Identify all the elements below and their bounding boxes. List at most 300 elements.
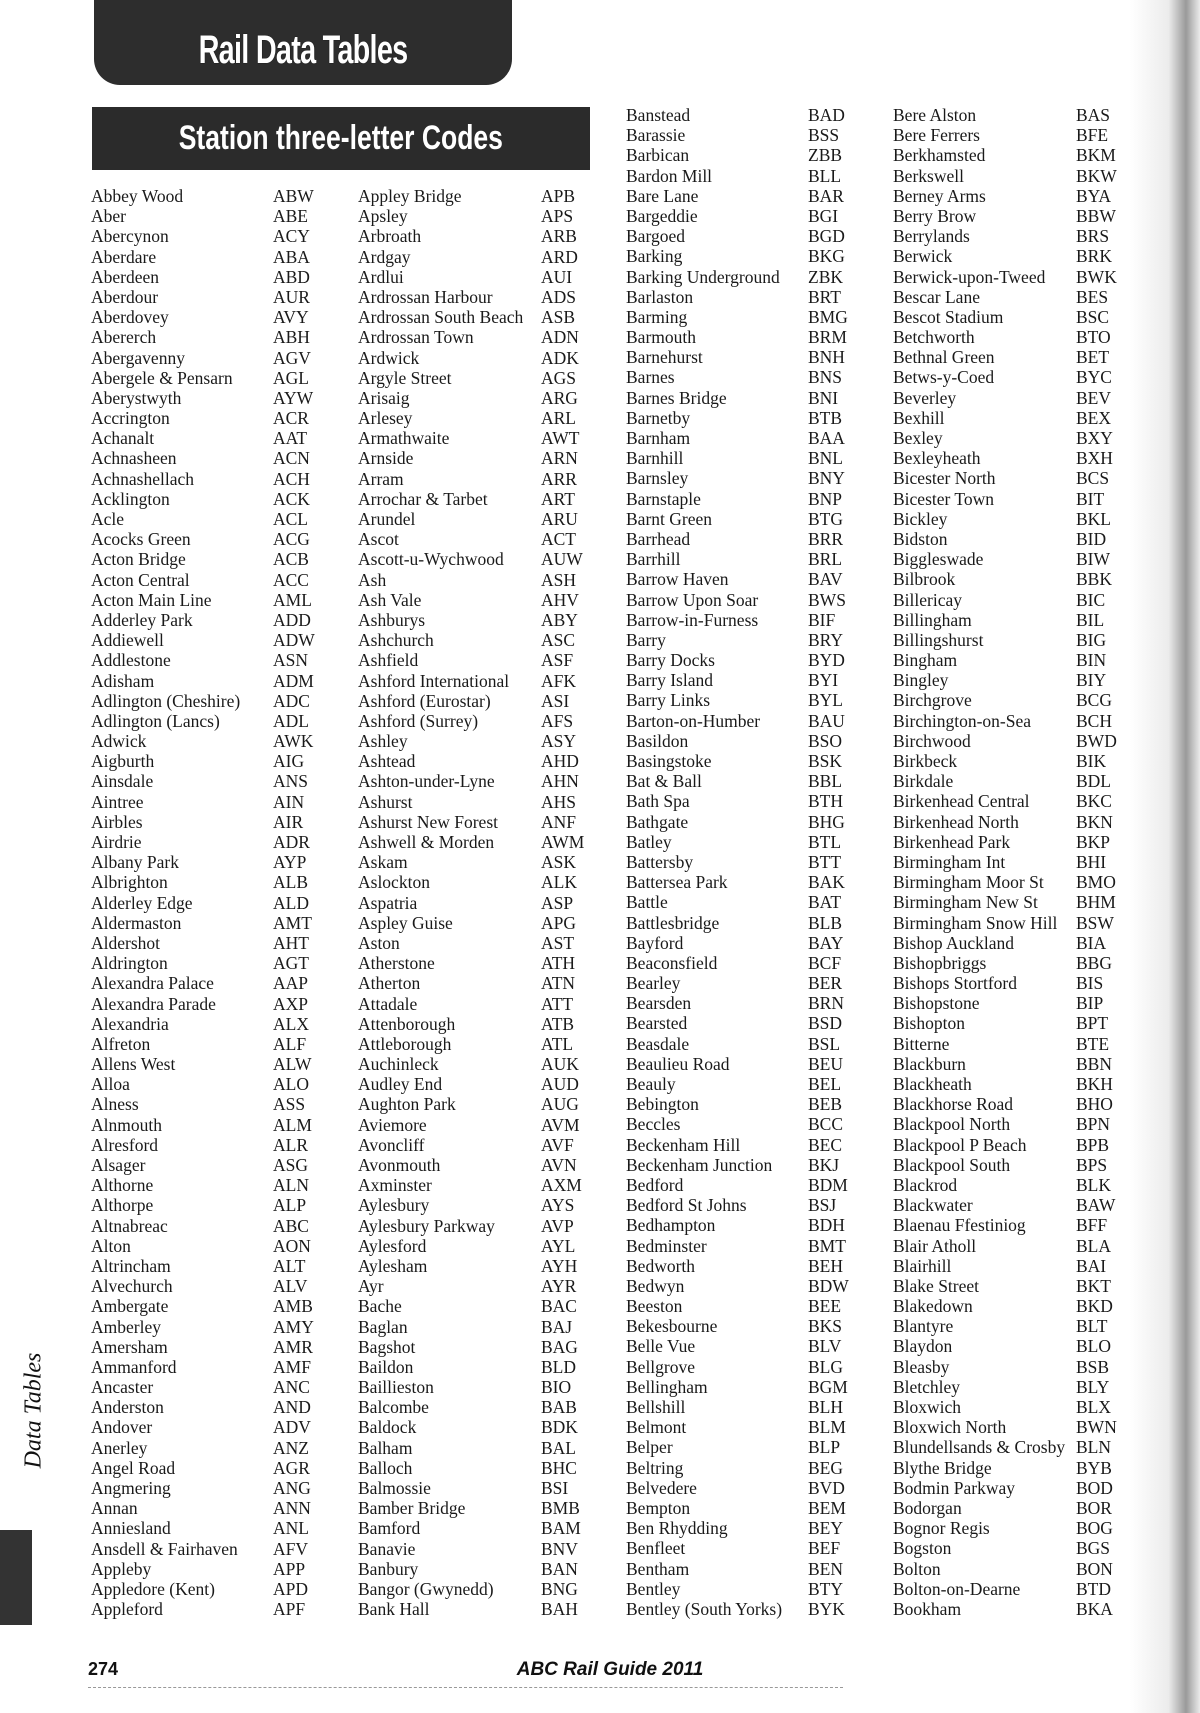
station-name: Alsager — [91, 1155, 146, 1175]
station-row — [91, 691, 331, 711]
station-row — [91, 1539, 331, 1559]
station-name: Barming — [626, 306, 688, 327]
station-name: Bellgrove — [626, 1356, 696, 1377]
station-code: BIP — [1076, 993, 1104, 1014]
station-code: ANN — [273, 1498, 311, 1519]
station-name: Bingham — [893, 650, 958, 671]
station-name: Barrow Upon Soar — [626, 589, 759, 610]
station-row — [91, 1236, 331, 1256]
station-code: BTB — [808, 407, 843, 428]
station-row — [358, 388, 598, 408]
station-code: ACT — [541, 529, 576, 550]
station-code: ABE — [273, 206, 308, 227]
station-name: Atherstone — [358, 953, 435, 974]
station-row — [626, 630, 866, 650]
station-code: ARL — [541, 408, 576, 429]
station-code: BLB — [808, 912, 843, 933]
station-row — [91, 1296, 331, 1316]
station-row — [91, 1357, 331, 1377]
station-code: BRK — [1076, 246, 1112, 267]
station-name: Barton-on-Humber — [626, 710, 761, 731]
station-name: Bishop Auckland — [893, 932, 1015, 953]
station-name: Birchwood — [893, 730, 971, 751]
station-name: Adderley Park — [91, 609, 193, 630]
station-code: BLV — [808, 1336, 842, 1357]
station-name: Abercynon — [91, 226, 169, 247]
station-row — [91, 247, 331, 267]
station-name: Appleby — [91, 1558, 152, 1579]
station-row — [626, 1236, 866, 1256]
station-row — [358, 1014, 598, 1034]
station-name: Alderley Edge — [91, 892, 193, 913]
station-row — [91, 832, 331, 852]
station-name: Berrylands — [893, 226, 970, 247]
station-name: Addlestone — [91, 650, 171, 671]
station-row — [626, 711, 866, 731]
station-code: ACR — [273, 408, 309, 429]
station-name: Blaenau Ffestiniog — [893, 1215, 1026, 1236]
station-name: Blackheath — [893, 1074, 972, 1094]
station-code: ACK — [273, 488, 310, 509]
station-row — [893, 489, 1133, 509]
station-row — [893, 1236, 1133, 1256]
station-code: BEM — [808, 1497, 846, 1518]
station-code: ALB — [273, 872, 308, 893]
station-name: Banavie — [358, 1538, 416, 1559]
station-name: Bank Hall — [358, 1599, 430, 1620]
station-name: Ardrossan Town — [358, 327, 474, 348]
station-row — [893, 1013, 1133, 1033]
station-code: ABD — [273, 266, 310, 287]
station-code: AUK — [541, 1054, 579, 1075]
station-code: BES — [1076, 286, 1109, 307]
station-name: Barnehurst — [626, 347, 703, 368]
station-name: Audley End — [358, 1074, 443, 1095]
station-code: BIA — [1076, 932, 1107, 953]
station-row — [358, 1458, 598, 1478]
station-row — [626, 468, 866, 488]
station-name: Bamford — [358, 1518, 421, 1539]
station-code: BWS — [808, 589, 846, 610]
station-code: BYB — [1076, 1457, 1112, 1478]
station-name: Achnasheen — [91, 448, 177, 469]
station-code: BLA — [1076, 1235, 1111, 1256]
station-name: Avoncliff — [358, 1134, 425, 1155]
station-name: Blantyre — [893, 1316, 954, 1337]
station-code: BKD — [1076, 1296, 1113, 1317]
station-row — [91, 509, 331, 529]
station-code: BIL — [1076, 609, 1105, 630]
station-name: Ardgay — [358, 246, 411, 267]
station-code: BEN — [808, 1558, 843, 1579]
station-code: BRT — [808, 286, 841, 307]
station-row — [91, 1054, 331, 1074]
station-name: Belmont — [626, 1417, 687, 1438]
station-name: Belvedere — [626, 1477, 697, 1498]
station-name: Birmingham New St — [893, 892, 1038, 913]
station-name: Banbury — [358, 1558, 419, 1579]
station-row — [626, 1599, 866, 1619]
station-code: AIR — [273, 811, 304, 832]
station-row — [91, 953, 331, 973]
station-code: ADM — [273, 670, 314, 691]
station-row — [91, 1417, 331, 1437]
station-name: Beckenham Junction — [626, 1154, 773, 1175]
station-row — [91, 671, 331, 691]
station-row — [626, 448, 866, 468]
side-tab-label: Data Tables — [20, 1352, 47, 1468]
station-code: BKM — [1076, 145, 1116, 166]
station-row — [91, 388, 331, 408]
station-row — [626, 993, 866, 1013]
station-code: ABC — [273, 1215, 309, 1236]
station-row — [358, 186, 598, 206]
station-name: Birkenhead North — [893, 811, 1019, 832]
station-row — [91, 852, 331, 872]
station-code: AUD — [541, 1074, 579, 1095]
station-name: Bamber Bridge — [358, 1498, 466, 1519]
station-row — [893, 1074, 1133, 1094]
station-code: BIN — [1076, 650, 1107, 671]
station-row — [91, 1458, 331, 1478]
station-code: ACL — [273, 509, 308, 529]
station-name: Attadale — [358, 993, 418, 1014]
station-row — [358, 1438, 598, 1458]
station-code: BYI — [808, 670, 839, 691]
station-code: AVN — [541, 1155, 577, 1175]
station-name: Andover — [91, 1417, 153, 1438]
station-row — [358, 509, 598, 529]
station-row — [893, 1478, 1133, 1498]
station-name: Anerley — [91, 1437, 148, 1458]
station-name: Belper — [626, 1437, 673, 1458]
station-row — [626, 1135, 866, 1155]
station-name: Bolton — [893, 1558, 941, 1579]
station-row — [358, 1175, 598, 1195]
station-row — [358, 247, 598, 267]
station-code: BLM — [808, 1417, 846, 1438]
station-name: Annan — [91, 1498, 138, 1519]
station-row — [893, 468, 1133, 488]
station-name: Battersby — [626, 851, 694, 872]
station-name: Barmouth — [626, 327, 696, 348]
station-name: Blackrod — [893, 1174, 958, 1195]
station-row — [626, 347, 866, 367]
station-code: BET — [1076, 347, 1110, 368]
station-name: Arisaig — [358, 387, 410, 408]
station-name: Aviemore — [358, 1114, 427, 1135]
station-row — [358, 469, 598, 489]
station-code: ABY — [541, 609, 578, 630]
station-name: Acocks Green — [91, 529, 191, 550]
station-code: BPB — [1076, 1134, 1110, 1155]
station-code: BTD — [1076, 1578, 1111, 1599]
station-code: ALV — [273, 1276, 308, 1297]
station-code: BTT — [808, 851, 842, 872]
station-name: Albany Park — [91, 852, 179, 873]
station-name: Banstead — [626, 105, 691, 125]
station-code: ADV — [273, 1417, 311, 1438]
station-code: BON — [1076, 1558, 1113, 1579]
station-code: ADN — [541, 327, 579, 348]
station-row — [358, 711, 598, 731]
station-name: Altrincham — [91, 1255, 171, 1276]
station-name: Alvechurch — [91, 1276, 173, 1297]
station-name: Balloch — [358, 1457, 413, 1478]
station-name: Blythe Bridge — [893, 1457, 992, 1478]
station-code: BNL — [808, 448, 843, 469]
station-code: BTE — [1076, 1033, 1110, 1054]
station-name: Adlington (Cheshire) — [91, 690, 241, 711]
station-row — [358, 206, 598, 226]
station-code: BIY — [1076, 670, 1107, 691]
station-row — [358, 1317, 598, 1337]
station-name: Bexhill — [893, 407, 945, 428]
station-code: AGV — [273, 347, 311, 368]
station-row — [358, 1498, 598, 1518]
station-name: Aslockton — [358, 872, 430, 893]
station-name: Blair Atholl — [893, 1235, 977, 1256]
station-code: BSJ — [808, 1195, 837, 1216]
station-code: BRS — [1076, 226, 1110, 247]
station-name: Acle — [91, 509, 125, 529]
station-name: Ben Rhydding — [626, 1518, 728, 1539]
station-code: BMO — [1076, 872, 1116, 893]
station-name: Bargoed — [626, 226, 685, 247]
station-row — [91, 812, 331, 832]
station-name: Angmering — [91, 1478, 171, 1498]
station-code: ACG — [273, 529, 310, 550]
station-name: Appleford — [91, 1599, 163, 1620]
station-code: AMY — [273, 1316, 314, 1337]
station-row — [358, 610, 598, 630]
station-code: BAH — [541, 1599, 578, 1620]
station-name: Barnt Green — [626, 508, 713, 529]
station-code: BDW — [808, 1275, 849, 1296]
station-row — [893, 1437, 1133, 1457]
station-code: BSI — [541, 1478, 569, 1498]
station-code: BKL — [1076, 508, 1111, 529]
station-name: Adlington (Lancs) — [91, 710, 220, 731]
station-name: Bloxwich — [893, 1397, 962, 1417]
station-row — [358, 1054, 598, 1074]
station-code: BHC — [541, 1457, 577, 1478]
station-name: Berry Brow — [893, 205, 977, 226]
station-code: ADC — [273, 690, 310, 711]
station-name: Alfreton — [91, 1033, 151, 1054]
station-code: ARN — [541, 448, 578, 469]
station-name: Bedford St Johns — [626, 1195, 747, 1216]
station-code: BMT — [808, 1235, 846, 1256]
station-row — [358, 933, 598, 953]
station-code: ACB — [273, 549, 309, 570]
station-name: Barrow Haven — [626, 569, 729, 590]
station-name: Bolton-on-Dearne — [893, 1578, 1021, 1599]
station-name: Beaconsfield — [626, 952, 718, 973]
station-code: APD — [273, 1578, 309, 1599]
station-code: BBN — [1076, 1053, 1112, 1074]
station-name: Barnes — [626, 367, 675, 388]
station-name: Aldrington — [91, 953, 168, 974]
station-row — [358, 1276, 598, 1296]
station-code: AYP — [273, 852, 307, 873]
station-code: BSS — [808, 125, 840, 146]
station-row — [626, 1579, 866, 1599]
station-name: Bedhampton — [626, 1215, 716, 1236]
station-row — [91, 1014, 331, 1034]
station-row — [358, 691, 598, 711]
station-name: Armathwaite — [358, 428, 450, 449]
station-code: ARR — [541, 468, 577, 489]
station-name: Ashtead — [358, 751, 416, 772]
station-row — [893, 1377, 1133, 1397]
station-code: BXY — [1076, 428, 1113, 448]
station-row — [893, 226, 1133, 246]
station-code: BPT — [1076, 1013, 1109, 1034]
station-code: BSO — [808, 730, 843, 751]
station-row — [358, 1478, 598, 1498]
station-name: Aughton Park — [358, 1094, 456, 1115]
station-row — [626, 751, 866, 771]
station-code: BEY — [808, 1518, 843, 1539]
table-title: Station three-letter Codes — [178, 119, 504, 157]
station-name: Baldock — [358, 1417, 417, 1438]
station-row — [626, 1498, 866, 1518]
station-name: Bellshill — [626, 1397, 686, 1417]
station-code: AHN — [541, 771, 579, 792]
station-row — [626, 1397, 866, 1417]
station-name: Ashurst — [358, 791, 413, 812]
station-name: Battersea Park — [626, 872, 728, 893]
station-row — [91, 529, 331, 549]
station-code: BSW — [1076, 912, 1114, 933]
station-code: ADS — [541, 286, 577, 307]
station-name: Blackburn — [893, 1053, 966, 1074]
station-code: AFK — [541, 670, 577, 691]
station-name: Bayford — [626, 932, 684, 953]
station-code: BIK — [1076, 751, 1107, 771]
station-code: ARD — [541, 246, 578, 267]
station-code: BSL — [808, 1033, 841, 1054]
station-name: Ardrossan South Beach — [358, 307, 524, 328]
station-code: BIF — [808, 609, 836, 630]
station-row — [91, 1518, 331, 1538]
station-row — [91, 267, 331, 287]
station-name: Bingley — [893, 670, 949, 691]
station-code: BEL — [808, 1074, 842, 1094]
station-row — [358, 1256, 598, 1276]
station-code: BKG — [808, 246, 845, 267]
station-row — [893, 347, 1133, 367]
station-row — [893, 1114, 1133, 1134]
station-code: BAC — [541, 1296, 577, 1317]
station-code: BTL — [808, 831, 842, 852]
station-row — [91, 1397, 331, 1417]
side-tab-marker — [0, 1530, 32, 1625]
station-row — [893, 428, 1133, 448]
station-row — [626, 307, 866, 327]
station-row — [893, 1034, 1133, 1054]
station-row — [91, 570, 331, 590]
station-name: Aldershot — [91, 932, 161, 953]
station-name: Batley — [626, 831, 672, 852]
station-name: Abergele & Pensarn — [91, 367, 233, 388]
station-code: AML — [273, 589, 312, 610]
station-row — [893, 287, 1133, 307]
station-code: AXM — [541, 1175, 582, 1196]
station-code: BNY — [808, 468, 845, 489]
station-name: Albrighton — [91, 872, 168, 893]
station-name: Abererch — [91, 327, 157, 348]
station-row — [358, 893, 598, 913]
side-tab — [14, 1300, 54, 1520]
station-code: BDK — [541, 1417, 578, 1438]
station-code: ABW — [273, 186, 314, 206]
station-name: Ashford (Eurostar) — [358, 690, 491, 711]
station-row — [358, 751, 598, 771]
station-row — [893, 690, 1133, 710]
station-code: BHI — [1076, 851, 1107, 872]
station-code: BID — [1076, 528, 1107, 549]
station-row — [893, 872, 1133, 892]
station-row — [626, 105, 866, 125]
station-row — [91, 1195, 331, 1215]
station-row — [893, 327, 1133, 347]
station-name: Bedworth — [626, 1255, 696, 1276]
station-row — [626, 731, 866, 751]
station-name: Appledore (Kent) — [91, 1578, 215, 1599]
station-row — [91, 751, 331, 771]
station-name: Acklington — [91, 488, 170, 509]
station-code: BGI — [808, 205, 839, 226]
station-row — [893, 1276, 1133, 1296]
station-code: ALX — [273, 1013, 309, 1034]
station-code: BAN — [541, 1558, 578, 1579]
station-row — [358, 287, 598, 307]
station-row — [893, 1054, 1133, 1074]
station-name: Barnes Bridge — [626, 387, 727, 408]
station-row — [626, 1256, 866, 1276]
station-code: BRM — [808, 327, 847, 348]
station-code: ASB — [541, 307, 576, 328]
station-code: BAJ — [541, 1316, 573, 1337]
station-row — [626, 1478, 866, 1498]
station-row — [626, 388, 866, 408]
station-row — [893, 711, 1133, 731]
station-name: Ashurst New Forest — [358, 811, 498, 832]
station-row — [91, 1155, 331, 1175]
station-name: Bedwyn — [626, 1275, 685, 1296]
station-row — [893, 1316, 1133, 1336]
station-row — [893, 973, 1133, 993]
station-name: Beverley — [893, 387, 957, 408]
station-name: Birkdale — [893, 771, 954, 792]
station-row — [358, 226, 598, 246]
station-row — [893, 771, 1133, 791]
station-code: BRN — [808, 993, 844, 1014]
station-row — [91, 650, 331, 670]
station-code: AMF — [273, 1356, 311, 1377]
station-name: Aintree — [91, 791, 144, 812]
station-row — [893, 1397, 1133, 1417]
station-row — [91, 610, 331, 630]
station-row — [91, 1135, 331, 1155]
station-row — [626, 1417, 866, 1437]
station-name: Ayr — [358, 1276, 384, 1297]
station-code: ALD — [273, 892, 309, 913]
station-row — [91, 913, 331, 933]
station-row — [893, 1579, 1133, 1599]
